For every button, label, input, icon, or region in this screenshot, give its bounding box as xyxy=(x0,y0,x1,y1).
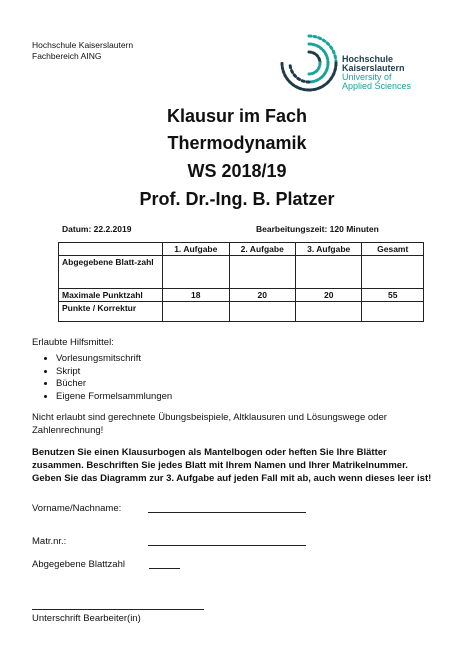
table-cell: 20 xyxy=(295,289,361,302)
list-item: • Vorlesungsmitschrift xyxy=(56,353,172,366)
table-cell[interactable] xyxy=(362,256,424,289)
table-header-cell: 3. Aufgabe xyxy=(295,243,361,256)
department-name: Fachbereich AING xyxy=(32,51,102,61)
instructions-text: Benutzen Sie einen Klausurbogen als Mantelbogen oder heften Sie Ihre Blätter zusammen. Beschriften Sie jedes Blatt mit Ihrem Namen und Ihrer Matrikelnummer. Geben Sie das Diagramm zur 3. Aufgabe auf jeden Fall mit ab, auch wenn dieses leer ist! xyxy=(32,447,432,484)
table-cell: 18 xyxy=(163,289,229,302)
table-row xyxy=(59,302,424,322)
table-cell[interactable] xyxy=(295,302,361,322)
table-header-cell: Gesamt xyxy=(362,243,424,256)
table-cell[interactable] xyxy=(362,302,424,322)
list-item: • Skript xyxy=(56,366,172,379)
logo-text-line4: Applied Sciences xyxy=(342,81,412,91)
logo-text-line1: Hochschule xyxy=(342,54,394,64)
signature-field[interactable] xyxy=(32,609,204,610)
list-item: • Eigene Formelsammlungen xyxy=(56,391,172,404)
matr-field[interactable] xyxy=(148,545,306,546)
exam-duration: Bearbeitungszeit: 120 Minuten xyxy=(256,224,379,234)
table-header-cell: 2. Aufgabe xyxy=(229,243,295,256)
exam-semester: WS 2018/19 xyxy=(187,161,287,181)
university-logo xyxy=(278,32,448,96)
table-cell[interactable] xyxy=(229,256,295,289)
table-cell[interactable] xyxy=(163,302,229,322)
name-label: Vorname/Nachname: xyxy=(32,503,122,514)
list-item: • Bücher xyxy=(56,378,172,391)
exam-date: Datum: 22.2.2019 xyxy=(62,224,132,234)
table-cell[interactable] xyxy=(295,256,361,289)
matr-label: Matr.nr.: xyxy=(32,536,67,547)
logo-text-line2: Kaiserslautern xyxy=(342,63,405,73)
logo-text-line3: University of xyxy=(342,72,392,82)
institution-name: Hochschule Kaiserslautern xyxy=(32,40,134,50)
signature-label: Unterschrift Bearbeiter(in) xyxy=(32,613,141,624)
row-label-points: Punkte / Korrektur xyxy=(59,302,163,322)
table-header-row xyxy=(59,243,424,256)
exam-subject: Thermodynamik xyxy=(167,133,307,153)
table-row xyxy=(59,289,424,302)
sheets-label: Abgegebene Blattzahl xyxy=(32,559,125,570)
aids-heading: Erlaubte Hilfsmittel: xyxy=(32,337,114,348)
sheets-field[interactable] xyxy=(149,568,180,569)
exam-professor: Prof. Dr.-Ing. B. Platzer xyxy=(139,189,335,209)
logo-mark-icon xyxy=(278,32,340,94)
table-header-cell xyxy=(59,243,163,256)
table-header-cell: 1. Aufgabe xyxy=(163,243,229,256)
aids-list xyxy=(40,353,172,403)
table-cell[interactable] xyxy=(163,256,229,289)
name-field[interactable] xyxy=(148,512,306,513)
not-allowed-text: Nicht erlaubt sind gerechnete Übungsbeispiele, Altklausuren und Lösungswege oder Zahlenrechnung! xyxy=(32,412,387,436)
row-label-max-points: Maximale Punktzahl xyxy=(59,289,163,302)
table-cell[interactable] xyxy=(229,302,295,322)
exam-title: Klausur im Fach xyxy=(166,106,308,126)
table-row xyxy=(59,256,424,289)
row-label-sheets: Abgegebene Blatt-zahl xyxy=(59,256,163,289)
table-cell: 55 xyxy=(362,289,424,302)
table-cell: 20 xyxy=(229,289,295,302)
score-table xyxy=(58,242,424,322)
